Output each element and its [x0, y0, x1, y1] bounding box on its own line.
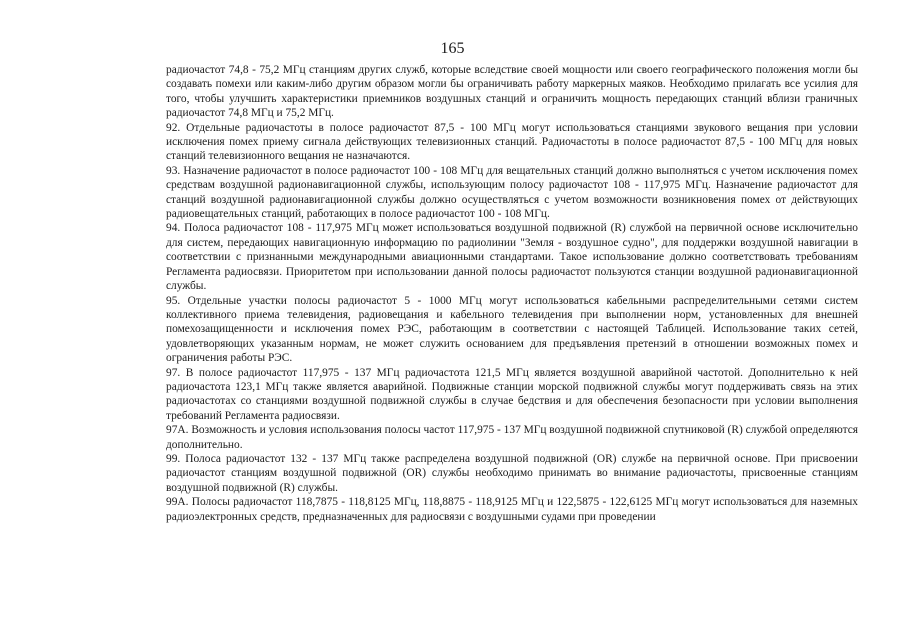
paragraph-95: 95. Отдельные участки полосы радиочастот 5 - 1000 МГц могут использоваться кабельными распределительными сетями систем коллективного приема телевидения, радиовещания и кабельного телевидения при выполнении норм, установленных для внешней помехозащищенности и исключения помех РЭС, работающим в соответствии с настоящей Таблицей. Использование таких сетей, удовлетворяющих указанным нормам, не может служить основанием для предъявления претензий в отношении возможных помех и ограничения работы РЭС. [166, 294, 858, 365]
paragraph-99: 99. Полоса радиочастот 132 - 137 МГц также распределена воздушной подвижной (OR) службе на первичной основе. При присвоении радиочастот станциям воздушной подвижной (OR) службы необходимо принимать во внимание радиочастоты, присвоенные станциям воздушной подвижной (R) службы. [166, 452, 858, 494]
paragraph-97a: 97А. Возможность и условия использования полосы частот 117,975 - 137 МГц воздушной подвижной спутниковой (R) службой определяются дополнительно. [166, 424, 858, 451]
paragraph-92: 92. Отдельные радиочастоты в полосе радиочастот 87,5 - 100 МГц могут использоваться станциями звукового вещания при условии исключения помех приему сигнала действующих телевизионных станций. Радиочастоты в полосе радиочастот 87,5 - 100 МГц для новых станций телевизионного вещания не назначаются. [166, 121, 858, 163]
page-number: 165 [440, 40, 465, 57]
paragraph-93: 93. Назначение радиочастот в полосе радиочастот 100 - 108 МГц для вещательных станций должно выполняться с учетом исключения помех средствам воздушной радионавигационной службы, использующим полосу радиочастот 108 - 117,975 МГц. Назначение радиочастот для станций воздушной радионавигационной службы должно осуществляться с учетом возможности возникновения помех от действующих радиовещательных станций, работающих в полосе радиочастот 100 - 108 МГц. [166, 164, 858, 221]
paragraph-97: 97. В полосе радиочастот 117,975 - 137 МГц радиочастота 121,5 МГц является воздушной аварийной частотой. Дополнительно к ней радиочастота 123,1 МГц также является аварийной. Подвижные станции морской подвижной службы могут поддерживать связь на этих радиочастотах со станциями воздушной подвижной службы в случае бедствия и для обеспечения безопасности при условии выполнения требований Регламента радиосвязи. [166, 366, 858, 422]
document-body [166, 63, 858, 524]
paragraph-continuation: радиочастот 74,8 - 75,2 МГц станциям других служб, которые вследствие своей мощности или своего географического положения могли бы создавать помехи или каким-либо другим образом могли бы ограничивать работу маркерных маяков. Необходимо прилагать все усилия для того, чтобы улучшить характеристики приемников воздушных станций и ограничить мощность передающих станций вблизи граничных радиочастот 74,8 МГц и 75,2 МГц. [166, 64, 858, 120]
paragraph-99a: 99А. Полосы радиочастот 118,7875 - 118,8125 МГц, 118,8875 - 118,9125 МГц и 122,5875 - 122,6125 МГц могут использоваться для наземных радиоэлектронных средств, предназначенных для радиосвязи с воздушными судами при проведении [166, 496, 858, 523]
paragraph-94: 94. Полоса радиочастот 108 - 117,975 МГц может использоваться воздушной подвижной (R) службой на первичной основе исключительно для систем, передающих навигационную информацию по радиолинии "Земля - воздушное судно", для поддержки воздушной навигации в соответствии с признанными международными авиационными стандартами. Такое использование должно соответствовать требованиям Регламента радиосвязи. Приоритетом при использовании данной полосы радиочастот пользуются станции воздушной радионавигационной службы. [166, 222, 858, 293]
